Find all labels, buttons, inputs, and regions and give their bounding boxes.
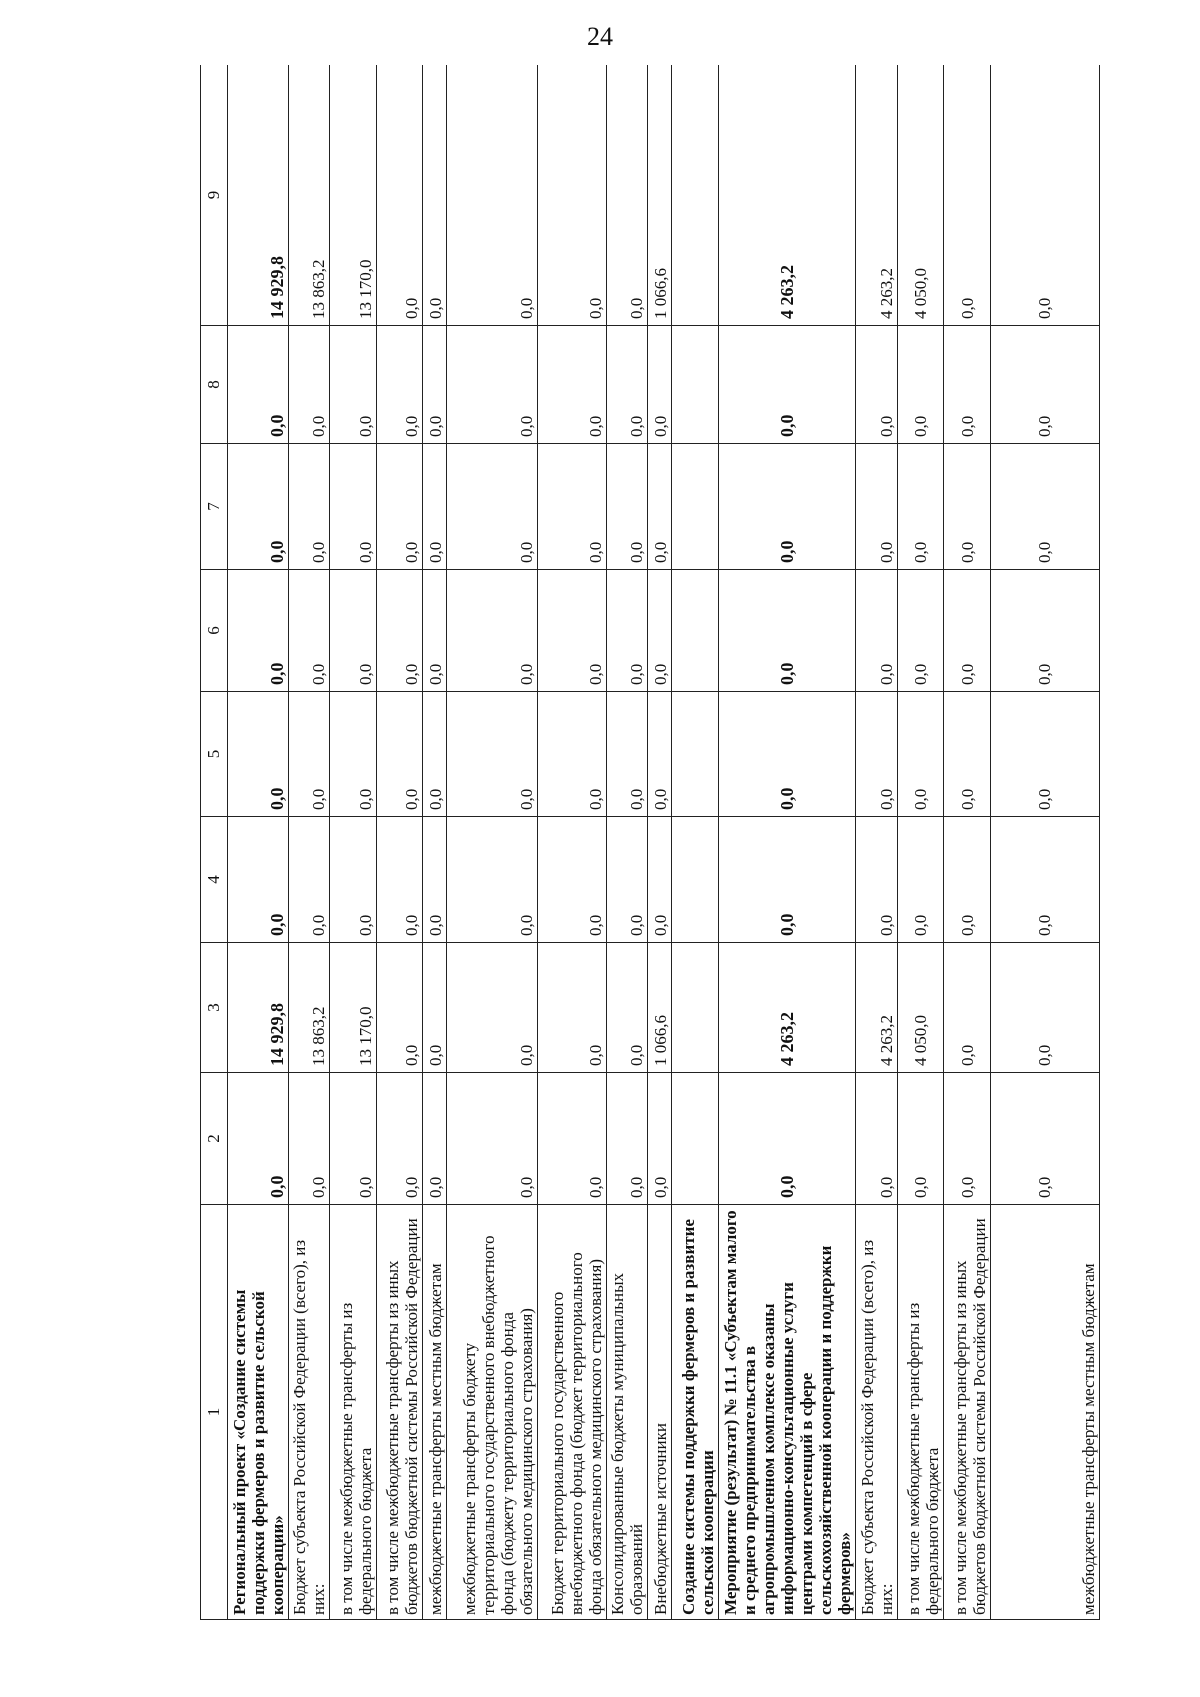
column-header-8: 8 (201, 326, 228, 444)
cell-col-2: 0,0 (856, 1073, 897, 1205)
cell-col-6 (672, 570, 718, 692)
table-row (648, 65, 672, 1620)
cell-col-8: 0,0 (376, 326, 422, 444)
cell-col-6: 0,0 (944, 570, 990, 692)
cell-col-4: 0,0 (447, 817, 538, 943)
cell-col-5: 0,0 (990, 692, 1099, 817)
cell-col-4: 0,0 (944, 817, 990, 943)
cell-col-5: 0,0 (376, 692, 422, 817)
cell-col-8: 0,0 (330, 326, 376, 444)
cell-col-3: 13 863,2 (288, 943, 329, 1073)
page-number: 24 (587, 22, 613, 51)
cell-col-5: 0,0 (897, 692, 943, 817)
cell-col-4: 0,0 (423, 817, 447, 943)
cell-col-7: 0,0 (648, 444, 672, 570)
cell-col-6: 0,0 (447, 570, 538, 692)
column-header-6: 6 (201, 570, 228, 692)
cell-col-5: 0,0 (228, 692, 289, 817)
cell-col-9: 0,0 (538, 65, 607, 326)
cell-col-6: 0,0 (330, 570, 376, 692)
cell-col-4: 0,0 (648, 817, 672, 943)
cell-col-2: 0,0 (423, 1073, 447, 1205)
row-label: в том числе межбюджетные трансферты из иных бюджетов бюджетной системы Российской Федерации (944, 1205, 990, 1620)
table-row (288, 65, 329, 1620)
cell-col-3: 4 263,2 (718, 943, 856, 1073)
cell-col-2 (672, 1073, 718, 1205)
table-row (330, 65, 376, 1620)
cell-col-7: 0,0 (538, 444, 607, 570)
cell-col-5: 0,0 (606, 692, 647, 817)
column-header-5: 5 (201, 692, 228, 817)
rotated-table-container (200, 65, 1100, 1620)
column-header-2: 2 (201, 1073, 228, 1205)
cell-col-7: 0,0 (447, 444, 538, 570)
row-label: Внебюджетные источники (648, 1205, 672, 1620)
cell-col-7: 0,0 (990, 444, 1099, 570)
cell-col-4: 0,0 (376, 817, 422, 943)
cell-col-8: 0,0 (538, 326, 607, 444)
row-label: Создание системы поддержки фермеров и развитие сельской кооперации (672, 1205, 718, 1620)
cell-col-4: 0,0 (990, 817, 1099, 943)
table-row (672, 65, 718, 1620)
cell-col-6: 0,0 (376, 570, 422, 692)
cell-col-2: 0,0 (990, 1073, 1099, 1205)
cell-col-8: 0,0 (606, 326, 647, 444)
cell-col-4: 0,0 (897, 817, 943, 943)
cell-col-2: 0,0 (648, 1073, 672, 1205)
cell-col-7: 0,0 (856, 444, 897, 570)
cell-col-2: 0,0 (330, 1073, 376, 1205)
cell-col-6: 0,0 (856, 570, 897, 692)
cell-col-2: 0,0 (538, 1073, 607, 1205)
cell-col-6: 0,0 (228, 570, 289, 692)
column-header-7: 7 (201, 444, 228, 570)
cell-col-6: 0,0 (718, 570, 856, 692)
cell-col-3: 0,0 (990, 943, 1099, 1073)
table-row (447, 65, 538, 1620)
cell-col-2: 0,0 (718, 1073, 856, 1205)
table-row (606, 65, 647, 1620)
table-row (856, 65, 897, 1620)
cell-col-9: 0,0 (944, 65, 990, 326)
cell-col-7: 0,0 (718, 444, 856, 570)
cell-col-7: 0,0 (228, 444, 289, 570)
cell-col-5: 0,0 (330, 692, 376, 817)
cell-col-4: 0,0 (538, 817, 607, 943)
cell-col-4: 0,0 (228, 817, 289, 943)
cell-col-8: 0,0 (288, 326, 329, 444)
row-label: в том числе межбюджетные трансферты из иных бюджетов бюджетной системы Российской Федерации (376, 1205, 422, 1620)
cell-col-4 (672, 817, 718, 943)
cell-col-9: 0,0 (606, 65, 647, 326)
cell-col-2: 0,0 (606, 1073, 647, 1205)
cell-col-8: 0,0 (718, 326, 856, 444)
cell-col-9: 0,0 (990, 65, 1099, 326)
cell-col-8: 0,0 (447, 326, 538, 444)
cell-col-5 (672, 692, 718, 817)
cell-col-6: 0,0 (538, 570, 607, 692)
table-row (990, 65, 1099, 1620)
cell-col-7: 0,0 (330, 444, 376, 570)
cell-col-4: 0,0 (606, 817, 647, 943)
row-label: Бюджет территориального государственного внебюджетного фонда (бюджет территориального фонда обязательного медицинского страхования) (538, 1205, 607, 1620)
cell-col-7: 0,0 (944, 444, 990, 570)
row-label: межбюджетные трансферты бюджету территориального государственного внебюджетного фонда (бюджету территориального фонда обязательного медицинского страхования) (447, 1205, 538, 1620)
cell-col-3: 1 066,6 (648, 943, 672, 1073)
cell-col-8: 0,0 (423, 326, 447, 444)
cell-col-3: 14 929,8 (228, 943, 289, 1073)
cell-col-8: 0,0 (648, 326, 672, 444)
cell-col-9: 14 929,8 (228, 65, 289, 326)
table-row (897, 65, 943, 1620)
cell-col-6: 0,0 (897, 570, 943, 692)
cell-col-9: 0,0 (447, 65, 538, 326)
cell-col-9: 4 050,0 (897, 65, 943, 326)
row-label: межбюджетные трансферты местным бюджетам (423, 1205, 447, 1620)
cell-col-5: 0,0 (944, 692, 990, 817)
cell-col-2: 0,0 (447, 1073, 538, 1205)
row-label: Мероприятие (результат) № 11.1 «Субъектам малого и среднего предпринимательства в агропромышленном комплексе оказаны информационно-консультационные услуги центрами компетенций в сфере сельскохозяйственной кооперации и поддержки фермеров» (718, 1205, 856, 1620)
cell-col-5: 0,0 (856, 692, 897, 817)
cell-col-7: 0,0 (376, 444, 422, 570)
cell-col-2: 0,0 (288, 1073, 329, 1205)
cell-col-8: 0,0 (944, 326, 990, 444)
table-row (376, 65, 422, 1620)
cell-col-3: 0,0 (376, 943, 422, 1073)
row-label: Бюджет субъекта Российской Федерации (всего), из них: (856, 1205, 897, 1620)
cell-col-5: 0,0 (648, 692, 672, 817)
table-row (718, 65, 856, 1620)
cell-col-9: 1 066,6 (648, 65, 672, 326)
column-header-9: 9 (201, 65, 228, 326)
cell-col-8: 0,0 (897, 326, 943, 444)
cell-col-7: 0,0 (288, 444, 329, 570)
cell-col-3: 0,0 (944, 943, 990, 1073)
cell-col-9: 13 863,2 (288, 65, 329, 326)
cell-col-2: 0,0 (944, 1073, 990, 1205)
cell-col-9: 13 170,0 (330, 65, 376, 326)
column-header-3: 3 (201, 943, 228, 1073)
cell-col-6: 0,0 (423, 570, 447, 692)
cell-col-3: 4 263,2 (856, 943, 897, 1073)
cell-col-6: 0,0 (288, 570, 329, 692)
cell-col-3: 4 050,0 (897, 943, 943, 1073)
cell-col-7: 0,0 (423, 444, 447, 570)
table-body (228, 65, 1100, 1620)
cell-col-5: 0,0 (538, 692, 607, 817)
cell-col-7: 0,0 (606, 444, 647, 570)
cell-col-6: 0,0 (648, 570, 672, 692)
column-header-1: 1 (201, 1205, 228, 1620)
rotated-table-frame (200, 65, 1100, 1620)
table-row (228, 65, 289, 1620)
cell-col-2: 0,0 (228, 1073, 289, 1205)
cell-col-3: 0,0 (447, 943, 538, 1073)
cell-col-7 (672, 444, 718, 570)
cell-col-9 (672, 65, 718, 326)
cell-col-3: 13 170,0 (330, 943, 376, 1073)
cell-col-5: 0,0 (423, 692, 447, 817)
cell-col-8: 0,0 (856, 326, 897, 444)
cell-col-8: 0,0 (990, 326, 1099, 444)
row-label: в том числе межбюджетные трансферты из федерального бюджета (897, 1205, 943, 1620)
cell-col-3: 0,0 (423, 943, 447, 1073)
cell-col-4: 0,0 (856, 817, 897, 943)
table-row (423, 65, 447, 1620)
cell-col-2: 0,0 (376, 1073, 422, 1205)
cell-col-3: 0,0 (538, 943, 607, 1073)
row-label: в том числе межбюджетные трансферты из федерального бюджета (330, 1205, 376, 1620)
cell-col-7: 0,0 (897, 444, 943, 570)
cell-col-5: 0,0 (288, 692, 329, 817)
cell-col-5: 0,0 (718, 692, 856, 817)
row-label: Бюджет субъекта Российской Федерации (всего), из них: (288, 1205, 329, 1620)
cell-col-9: 0,0 (423, 65, 447, 326)
row-label: межбюджетные трансферты местным бюджетам (990, 1205, 1099, 1620)
cell-col-4: 0,0 (288, 817, 329, 943)
cell-col-3 (672, 943, 718, 1073)
cell-col-6: 0,0 (606, 570, 647, 692)
cell-col-3: 0,0 (606, 943, 647, 1073)
cell-col-9: 4 263,2 (718, 65, 856, 326)
row-label: Региональный проект «Создание системы поддержки фермеров и развитие сельской кооперации» (228, 1205, 289, 1620)
cell-col-8: 0,0 (228, 326, 289, 444)
cell-col-2: 0,0 (897, 1073, 943, 1205)
table-row (538, 65, 607, 1620)
column-header-4: 4 (201, 817, 228, 943)
cell-col-4: 0,0 (718, 817, 856, 943)
header-row (201, 65, 228, 1620)
cell-col-9: 0,0 (376, 65, 422, 326)
cell-col-6: 0,0 (990, 570, 1099, 692)
row-label: Консолидированные бюджеты муниципальных образований (606, 1205, 647, 1620)
cell-col-4: 0,0 (330, 817, 376, 943)
cell-col-5: 0,0 (447, 692, 538, 817)
cell-col-8 (672, 326, 718, 444)
budget-table (200, 65, 1100, 1620)
cell-col-9: 4 263,2 (856, 65, 897, 326)
table-row (944, 65, 990, 1620)
